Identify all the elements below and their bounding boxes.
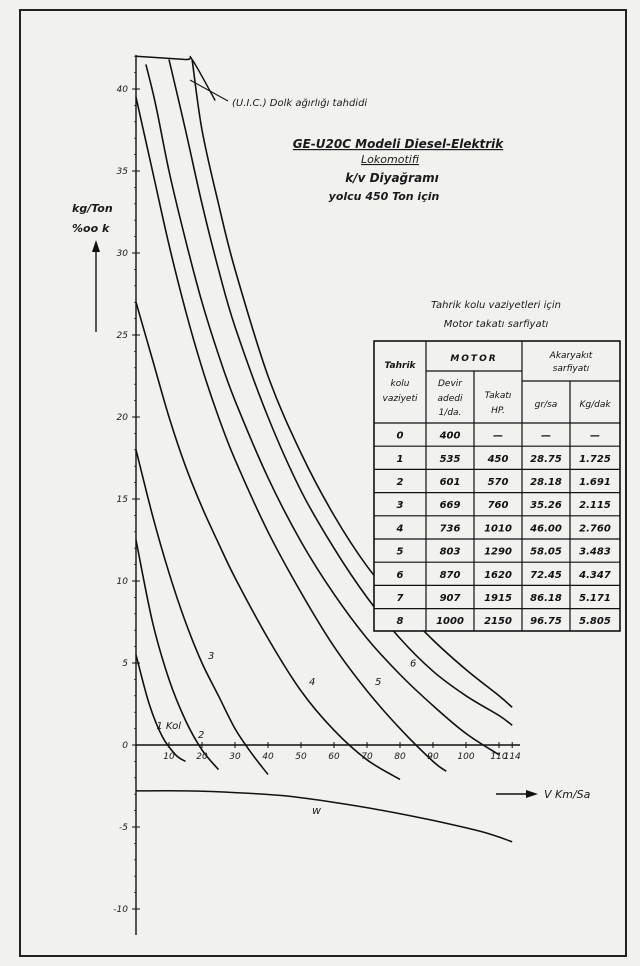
table-cell: 28.18 (530, 477, 562, 488)
table-cell: 2 (396, 477, 404, 488)
y-tick-label: -5 (119, 823, 128, 833)
x-tick-label: 30 (229, 752, 241, 762)
y-axis-label-2: %oo k (72, 222, 110, 235)
col0-header-line-3: vaziyeti (382, 394, 418, 404)
table-cell: 1000 (436, 616, 464, 628)
table-cell: 535 (439, 453, 461, 465)
table-cell: 1.725 (579, 453, 611, 465)
fuel-header-line-2: sarfiyatı (552, 364, 590, 374)
col0-header-line-1: Tahrik (384, 361, 416, 371)
col1-header-line-2: adedi (437, 394, 463, 404)
series-label-1: 1 Kol (156, 720, 182, 732)
table-cell: 5.805 (579, 616, 611, 628)
resistance-curve (136, 791, 512, 842)
col2-header-line-2: HP. (491, 406, 505, 416)
subtitle-line-2: k/v Diyağramı (345, 171, 439, 185)
table-cell: — (541, 430, 551, 442)
table-cell: — (493, 430, 503, 442)
col1-header-line-1: Devir (438, 379, 462, 389)
series-label-4: 4 (309, 676, 316, 688)
y-tick-label: 35 (116, 167, 128, 177)
y-tick-label: 15 (116, 495, 128, 505)
table-cell: 35.26 (530, 500, 562, 512)
table-cell: 1620 (484, 569, 512, 581)
table-caption-line-1: Tahrik kolu vaziyetleri için (430, 300, 562, 311)
subtitle-line-1: Lokomotifi (361, 153, 419, 166)
table-cell: 4 (396, 523, 404, 535)
table-cell: 2.115 (579, 500, 611, 512)
fuel-header-line-1: Akaryakıt (549, 351, 593, 361)
col3-header: gr/sa (534, 400, 558, 410)
table-cell: 2150 (484, 616, 512, 628)
fuel-consumption-table (374, 341, 620, 631)
table-cell: 8 (396, 616, 404, 628)
col1-header-line-3: 1/da. (438, 408, 462, 418)
table-cell: 570 (487, 477, 509, 488)
col2-header-line-1: Takatı (484, 391, 512, 401)
y-axis-arrowhead (92, 240, 100, 252)
adhesion-limit-line (136, 56, 215, 100)
table-cell: 28.75 (530, 453, 562, 465)
y-tick-label: -10 (113, 905, 128, 915)
x-tick-label: 114 (503, 752, 521, 762)
table-cell: 1010 (484, 523, 512, 535)
col0-header-line-2: kolu (390, 379, 410, 389)
table-cell: 736 (439, 523, 461, 535)
table-cell: 5.171 (579, 593, 611, 604)
y-tick-label: 40 (116, 85, 128, 95)
x-axis-arrowhead (526, 790, 538, 798)
x-tick-label: 90 (427, 752, 439, 762)
x-tick-label: 60 (328, 752, 340, 762)
table-caption-line-2: Motor takatı sarfiyatı (443, 319, 549, 330)
table-cell: 1.691 (579, 477, 611, 488)
x-tick-label: 40 (262, 752, 274, 762)
y-tick-label: 20 (116, 413, 128, 423)
table-cell: — (590, 430, 600, 442)
x-tick-label: 10 (163, 752, 175, 762)
series-label-2: 2 (198, 729, 205, 741)
y-tick-label: 10 (116, 577, 128, 587)
col4-header: Kg/dak (579, 400, 611, 410)
x-tick-label: 70 (361, 752, 373, 762)
table-cell: 58.05 (530, 546, 562, 558)
table-cell: 6 (396, 569, 404, 581)
table-cell: 0 (396, 430, 404, 442)
table-cell: 96.75 (530, 616, 562, 628)
series-line-2 (136, 540, 219, 770)
subtitle-line-3: yolcu 450 Ton için (328, 190, 440, 203)
y-tick-label: 5 (122, 659, 128, 669)
table-cell: 760 (487, 500, 509, 512)
table-cell: 601 (439, 477, 461, 488)
table-cell: 72.45 (530, 569, 562, 581)
table-cell: 1 (396, 453, 404, 465)
series-label-5: 5 (375, 676, 382, 688)
table-cell: 1915 (484, 593, 512, 604)
table-cell: 5 (396, 546, 404, 558)
series-label-3: 3 (208, 651, 215, 662)
table-cell: 400 (439, 430, 461, 442)
table-cell: 870 (439, 569, 461, 581)
chart-title: GE-U20C Modeli Diesel-Elektrik (292, 137, 504, 151)
table-cell: 3 (396, 500, 404, 512)
table-cell: 803 (439, 546, 461, 558)
y-tick-label: 30 (116, 249, 128, 259)
table-cell: 4.347 (579, 569, 611, 581)
table-cell: 46.00 (530, 523, 562, 535)
y-tick-label: 0 (122, 741, 128, 751)
table-cell: 669 (439, 500, 461, 512)
x-tick-label: 100 (457, 752, 475, 762)
table-cell: 2.760 (579, 523, 611, 535)
x-axis-label: V Km/Sa (544, 788, 591, 801)
x-tick-label: 50 (295, 752, 307, 762)
table-cell: 450 (487, 453, 509, 465)
x-tick-label: 20 (196, 752, 208, 762)
table-cell: 907 (439, 593, 461, 604)
table-cell: 3.483 (579, 546, 611, 558)
motor-header: MOTOR (450, 354, 498, 364)
x-tick-label: 80 (394, 752, 406, 762)
table-cell: 7 (396, 593, 404, 604)
y-tick-label: 25 (116, 331, 128, 341)
series-label-6: 6 (410, 658, 417, 670)
table-cell: 1290 (484, 546, 512, 558)
adhesion-label: (U.I.C.) Dolk ağırlığı tahdidi (232, 98, 368, 109)
y-axis-label: kg/Ton (72, 202, 113, 215)
table-cell: 86.18 (530, 593, 562, 604)
x-tick-label: 110 (490, 752, 508, 762)
resistance-label: w (312, 804, 321, 817)
